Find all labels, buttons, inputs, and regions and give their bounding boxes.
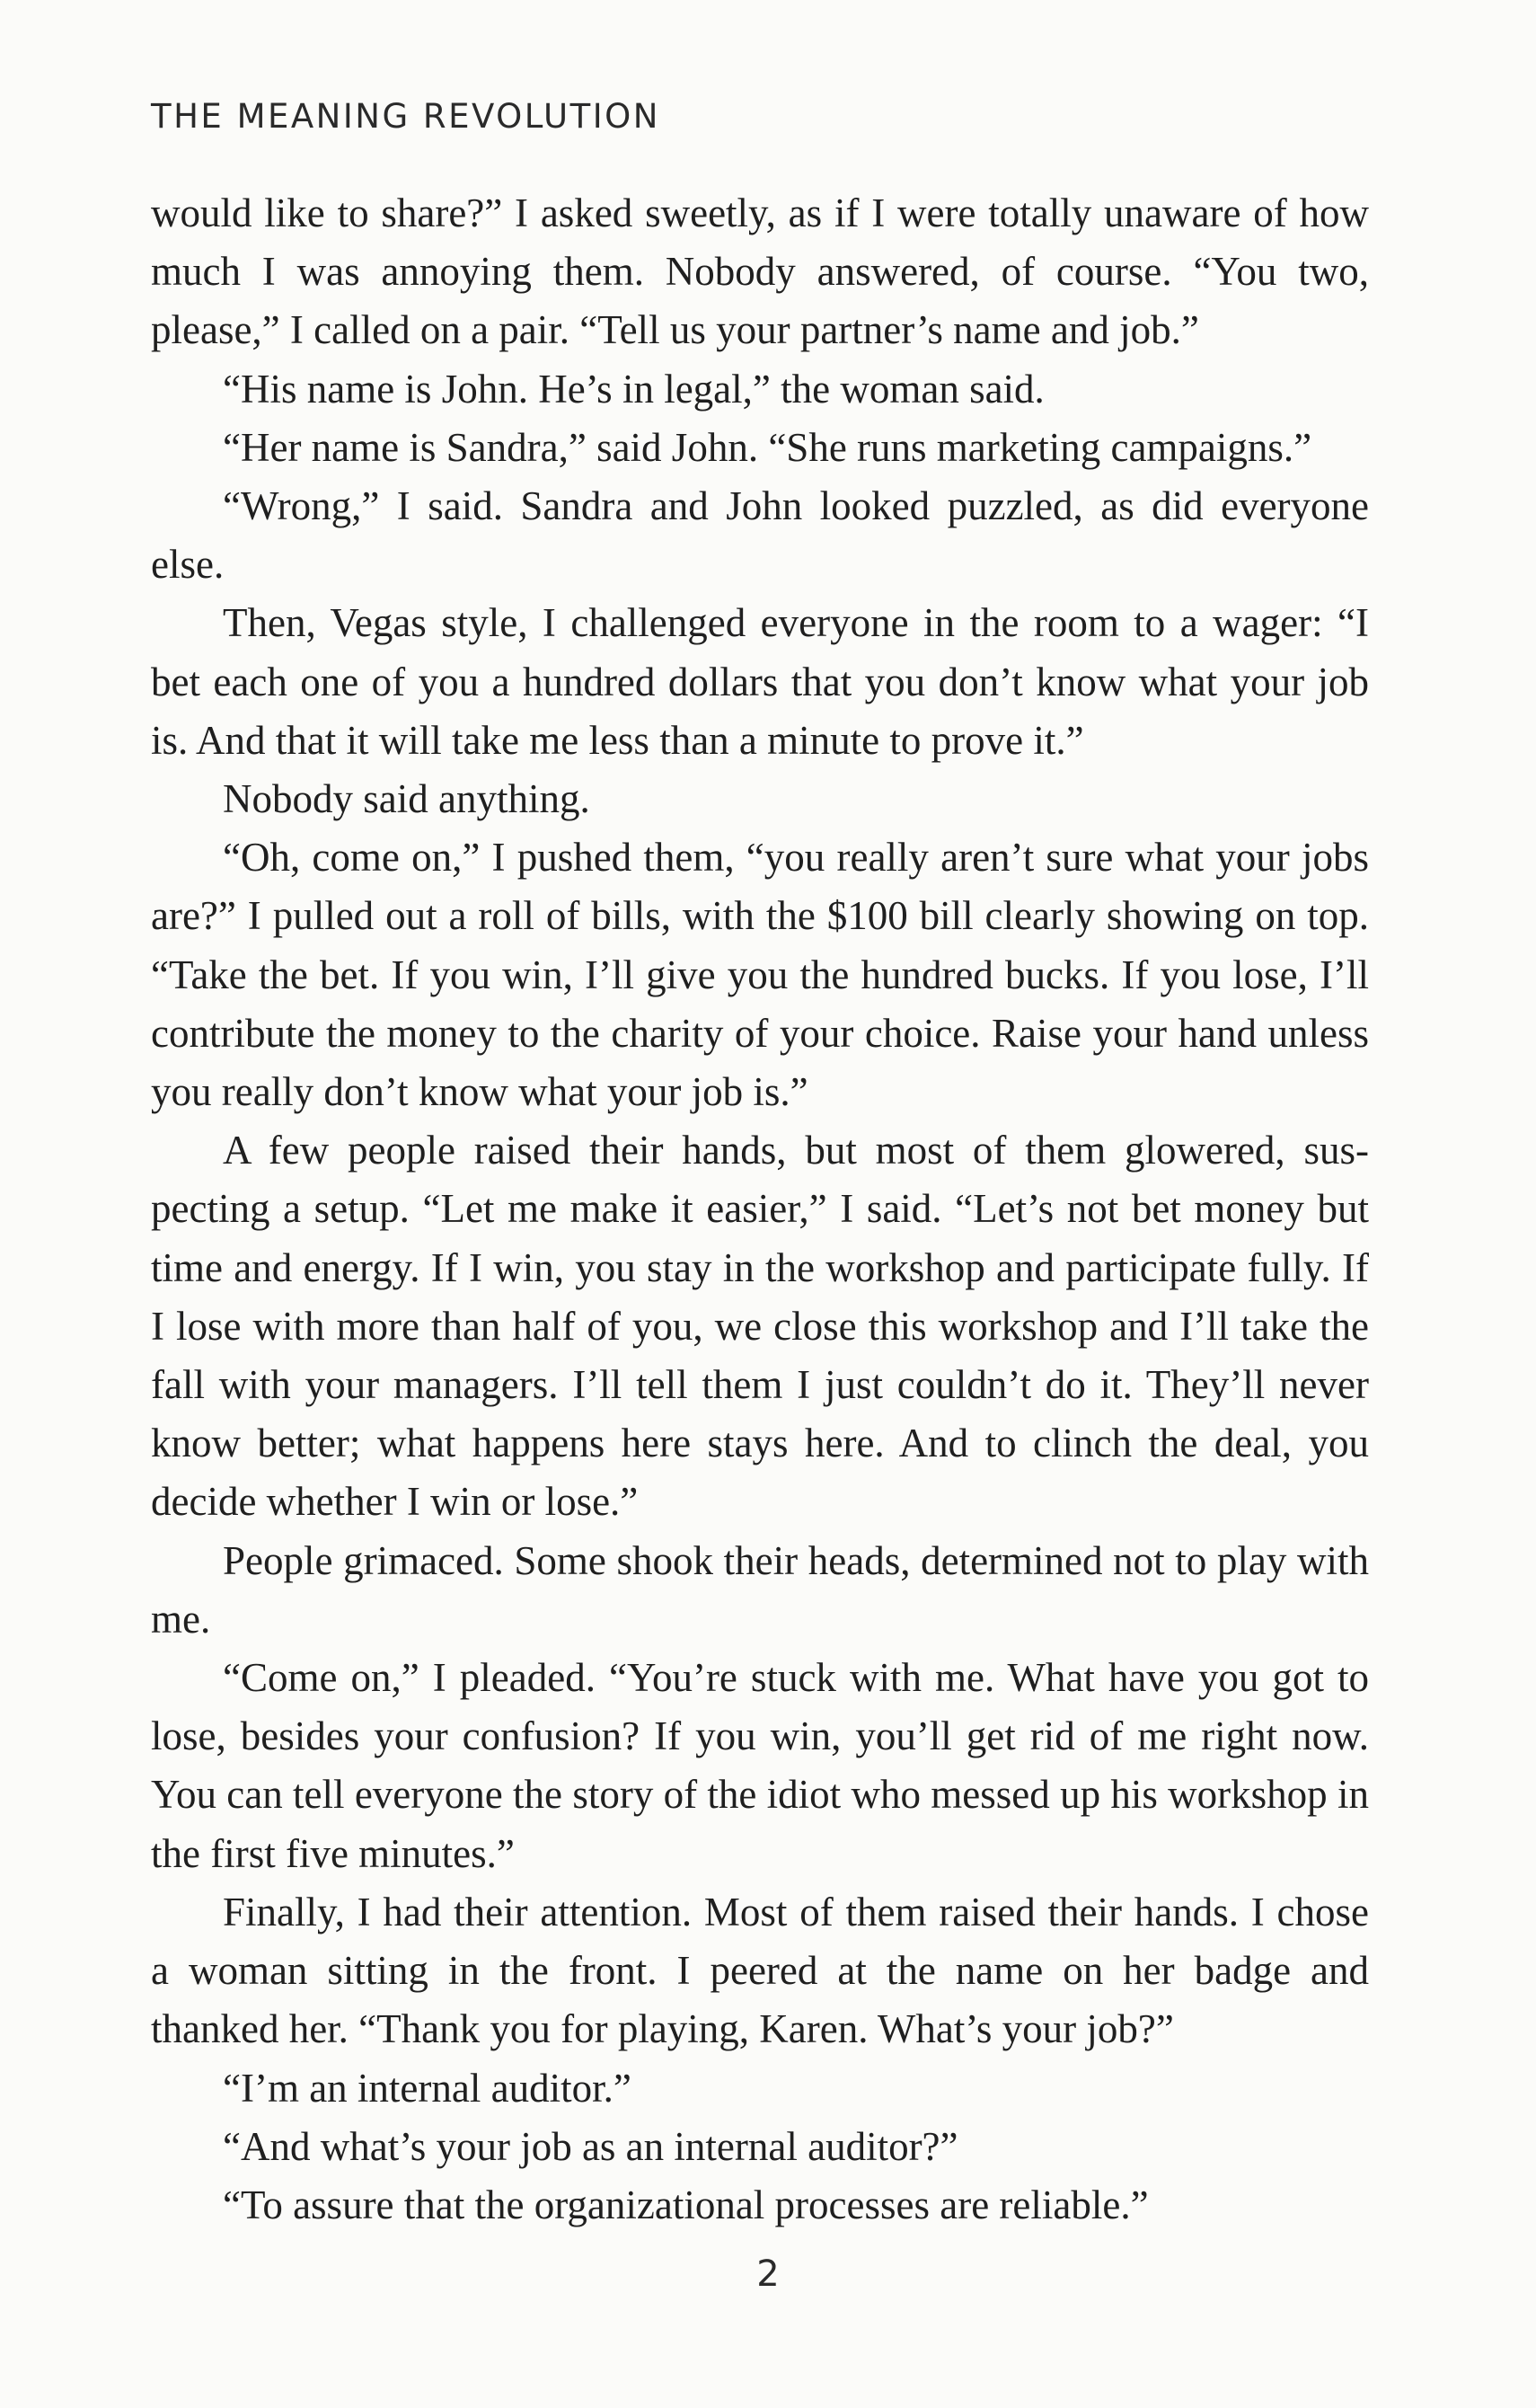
paragraph: “Oh, come on,” I pushed them, “you really aren’t sure what your jobs are?” I pulled out a roll of bills, with the $100 bill clearly showing on top. “Take the bet. If you win, I’ll give you the hundred bucks. If you lose, I’ll contribute the money to the charity of your choice. Raise your hand unless you really don’t know what your job is.” — [151, 835, 1369, 1115]
paragraph: Finally, I had their attention. Most of them raised their hands. I chose a woman sitting in the front. I peered at the name on her badge and thanked her. “Thank you for playing, Karen. What’s your job?” — [151, 1889, 1369, 2052]
paragraph: “Her name is Sandra,” said John. “She runs marketing campaigns.” — [223, 424, 1312, 470]
paragraph: would like to share?” I asked sweetly, as if I were totally unaware of how much I was annoying them. Nobody answered, of course. “You two, please,” I called on a pair. “Tell us your partner’s name and job.” — [151, 190, 1369, 353]
paragraph: “To assure that the organizational processes are reliable.” — [223, 2182, 1149, 2227]
paragraph: A few people raised their hands, but most of them glowered, suspecting a setup. “Let me make it easier,” I said. “Let’s not bet money but time and energy. If I win, you stay in the workshop and participate fully. If I lose with more than half of you, we close this workshop and I’ll take the fall with your managers. I’ll tell them I just couldn’t do it. They’ll never know better; what happens here stays here. And to clinch the deal, you decide whether I win or lose.” — [151, 1128, 1369, 1525]
page-number: 2 — [756, 2253, 780, 2295]
running-head: THE MEANING REVOLUTION — [151, 97, 660, 136]
paragraph: Then, Vegas style, I challenged everyone in the room to a wager: “I bet each one of you a hundred dollars that you don’t know what your job is. And that it will take me less than a minute to prove it.” — [151, 600, 1369, 763]
paragraph: “And what’s your job as an internal auditor?” — [223, 2123, 958, 2169]
paragraph: People grimaced. Some shook their heads, determined not to play with me. — [151, 1537, 1369, 1642]
paragraph: Nobody said anything. — [223, 776, 590, 822]
paragraph: “I’m an internal auditor.” — [223, 2065, 631, 2111]
body-text — [151, 184, 1369, 2235]
paragraph: “His name is John. He’s in legal,” the woman said. — [223, 366, 1045, 412]
paragraph: “Come on,” I pleaded. “You’re stuck with me. What have you got to lose, besides your confusion? If you win, you’ll get rid of me right now. You can tell everyone the story of the idiot who messed up his workshop in the first five minutes.” — [151, 1655, 1369, 1876]
paragraph: “Wrong,” I said. Sandra and John looked puzzled, as did everyone else. — [151, 483, 1369, 588]
